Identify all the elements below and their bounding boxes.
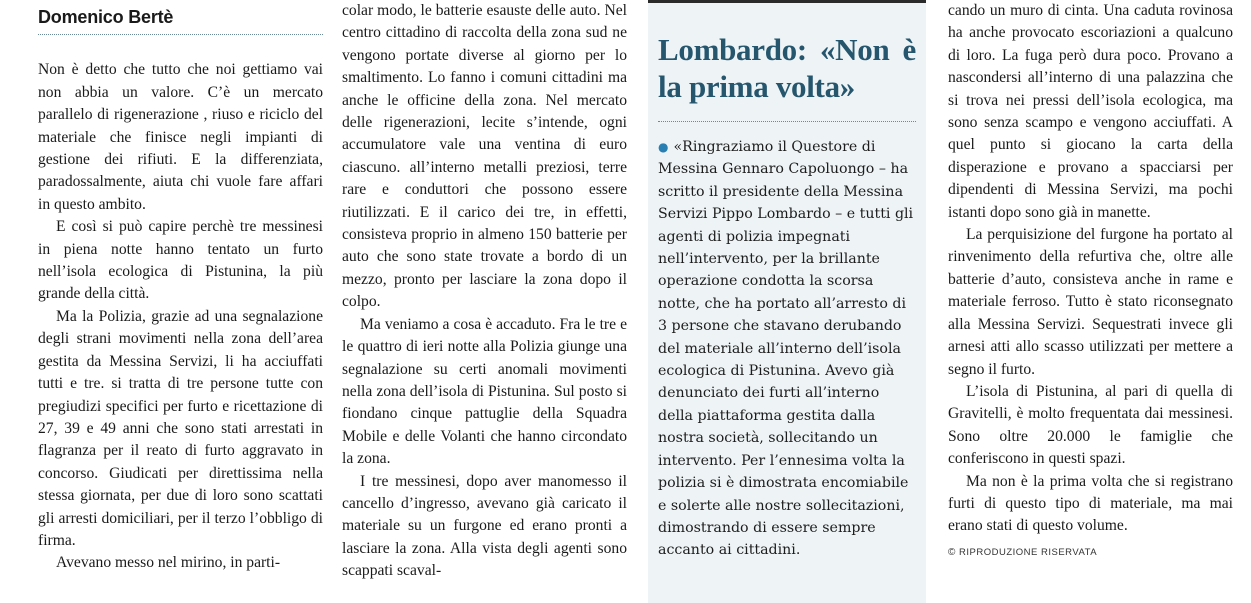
sidebar-box bbox=[648, 0, 926, 603]
box-quote-text: «Ringraziamo il Questore di Messina Gennaro Capoluongo – ha scritto il presidente della Messina Servizi Pippo Lombardo – e tutti gli agenti di polizia impegnati nell’intervento, per la brillante operazione condotta la scorsa notte, che ha portato all’arresto di 3 persone che stavano derubando del materiale all’interno dell’isola ecologica di Pistunina. Avevo già denunciato dei furti all’interno della piattaforma gestita dalla nostra società, sollecitando un intervento. Per l’ennesima volta la polizia si è dimostrata encomiabile e solerte alle nostre sollecitazioni, dimostrando di essere sempre accanto ai cittadini. bbox=[658, 139, 914, 559]
paragraph: Avevano messo nel mirino, in parti- bbox=[56, 554, 281, 572]
article-column-4 bbox=[948, 0, 1233, 603]
paragraph: Ma non è la prima volta che si registrano furti di questo tipo di materiale, ma mai erano stati di questo volume. bbox=[948, 472, 1233, 535]
paragraph: Non è detto che tutto che noi gettiamo vai non abbia un valore. C’è un mercato parallelo di rigenerazione , riuso e riciclo del materiale che finisce negli impianti di gestione dei rifiuti. E la differenziata, paradossalmente, aiuta chi vuole fare affari in questo ambito. bbox=[38, 61, 323, 213]
copyright-icon: © bbox=[948, 546, 956, 558]
article-column-1 bbox=[38, 0, 323, 603]
paragraph: cando un muro di cinta. Una caduta rovinosa ha anche provocato escoriazioni a qualcuno di loro. La fuga però dura poco. Provano a nascondersi all’interno di una palazzina che si trova nei pressi dell’isola ecologica, ma sono senza scampo e vengono acciuffati. A quel punto si giocano la carta della disperazione e provano a spacciarsi per dipendenti di Messina Servizi, ma pochi istanti dopo sono già in manette. bbox=[948, 2, 1233, 221]
box-quote bbox=[658, 136, 916, 562]
copyright-text: RIPRODUZIONE RISERVATA bbox=[959, 546, 1098, 558]
paragraph: E così si può capire perchè tre messinesi in piena notte hanno tentato un furto nell’isola ecologica di Pistunina, la più grande della città. bbox=[38, 218, 323, 303]
copyright-notice bbox=[948, 542, 1233, 564]
bullet-icon: ● bbox=[658, 140, 669, 154]
paragraph: Ma veniamo a cosa è accaduto. Fra le tre e le quattro di ieri notte alla Polizia giunge una segnalazione su certi anomali movimenti nella zona dell’isola di Pistunina. Sul posto si fiondano cinque pattuglie della Squadra Mobile e delle Volanti che hanno circondato la zona. bbox=[342, 315, 627, 468]
paragraph: La perquisizione del furgone ha portato al rinvenimento della refurtiva che, oltre alle batterie d’auto, consisteva anche in rame e materiale ferroso. Tutto è stato riconsegnato alla Messina Servizi. Sequestrati invece gli arnesi atti allo scasso utilizzati per mettere a segno il furto. bbox=[948, 226, 1233, 378]
paragraph: Ma la Polizia, grazie ad una segnalazione degli strani movimenti nella zona dell’area gestita da Messina Servizi, li ha acciuffati tutti e tre. si tratta di tre persone tutte con pregiudizi specifici per furto e ricettazione di 27, 39 e 49 anni che sono stati arrestati in flagranza per il reato di furto aggravato in concorso. Giudicati per direttissima nella stessa giornata, per due di loro sono scattati gli arresti domiciliari, per il terzo l’obbligo di firma. bbox=[38, 307, 323, 549]
author-byline: Domenico Bertè bbox=[38, 6, 323, 35]
box-headline: Lombardo: «Non è la prima volta» bbox=[658, 31, 916, 122]
paragraph: I tre messinesi, dopo aver manomesso il cancello d’ingresso, avevano già caricato il materiale su un furgone ed erano pronti a lasciare la zona. Alla vista degli agenti sono scappati scaval- bbox=[342, 472, 627, 580]
paragraph: L’isola di Pistunina, al pari di quella di Gravitelli, è molto frequentata dai messinesi. Sono oltre 20.000 le famiglie che conferiscono in questi spazi. bbox=[948, 382, 1233, 468]
article-column-2 bbox=[342, 0, 627, 603]
paragraph: colar modo, le batterie esauste delle auto. Nel centro cittadino di raccolta della zona sud ne vengono portate diverse al giorno per lo smaltimento. Lo fanno i comuni cittadini ma anche le officine della zona. Nel mercato delle rigenerazioni, lecite s’intende, ogni accumulatore vale una ventina di euro ciascuno. all’interno metalli preziosi, terre rare e conduttori che possono essere riutilizzati. E il carico dei tre, in effetti, consisteva proprio in almeno 150 batterie per auto che sono state trovate a bordo di un mezzo, pronto per lasciare la zona dopo il colpo. bbox=[342, 2, 627, 311]
